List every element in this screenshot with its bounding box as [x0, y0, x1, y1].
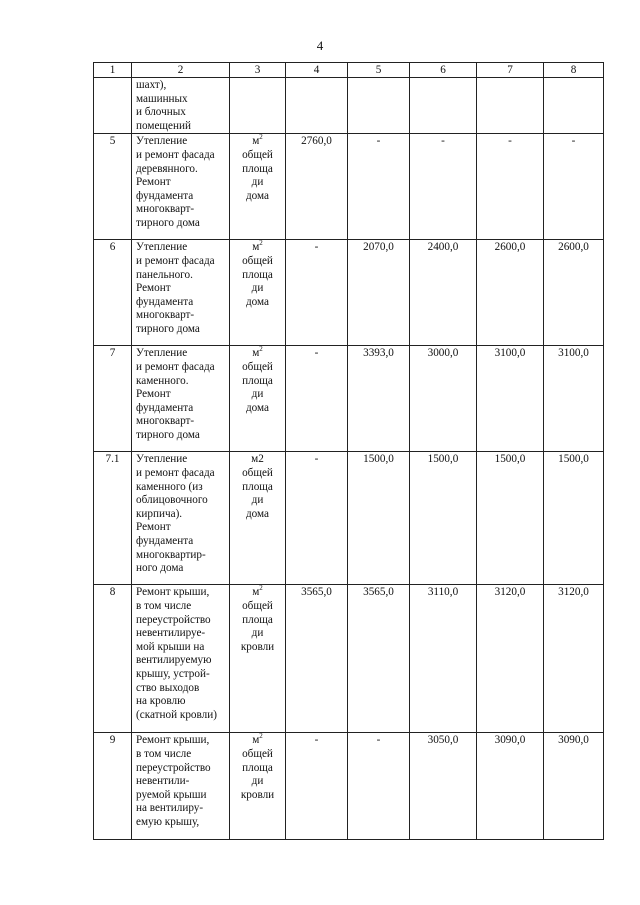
unit-base: м: [252, 347, 260, 360]
work-name-line: многокварт-: [136, 415, 195, 428]
unit-cell: [230, 585, 286, 733]
unit-line: ди: [251, 388, 264, 401]
value-cell-c6: 1500,0: [410, 452, 477, 585]
unit-line: площа: [242, 268, 273, 281]
header-cell: 7: [477, 63, 544, 78]
work-name-line: крышу, устрой-: [136, 667, 210, 680]
value-cell-c8: [544, 78, 604, 134]
table-row: [94, 346, 604, 452]
value-cell-c6: [410, 78, 477, 134]
unit-line: дома: [245, 189, 270, 202]
work-name-cell: [132, 134, 230, 240]
value-cell-c4: -: [286, 240, 348, 346]
value-cell-c7: 3100,0: [477, 346, 544, 452]
work-name-line: панельного.: [136, 268, 193, 281]
work-name-cell: [132, 240, 230, 346]
work-name-line: невентилируе-: [136, 627, 206, 640]
work-name-line: переустройство: [136, 613, 211, 626]
work-name-line: емую крышу,: [136, 815, 200, 828]
value-cell-c5: 3565,0: [348, 585, 410, 733]
value-cell-c6: 3000,0: [410, 346, 477, 452]
value-cell-c6: 2400,0: [410, 240, 477, 346]
value-cell-c7: 3090,0: [477, 733, 544, 840]
page-number: 4: [316, 38, 324, 53]
unit-exponent: 2: [259, 133, 263, 141]
table-row: [94, 240, 604, 346]
work-name-line: и ремонт фасада: [136, 360, 215, 373]
unit-line: дома: [245, 295, 270, 308]
work-name-cell: [132, 585, 230, 733]
header-cell: 4: [286, 63, 348, 78]
unit-cell: [230, 78, 286, 134]
unit-line: кровли: [240, 788, 275, 801]
unit-line: площа: [242, 162, 273, 175]
work-name-line: фундамента: [136, 295, 194, 308]
unit-line: ди: [251, 282, 264, 295]
unit-cell: [230, 240, 286, 346]
unit-line: общей: [242, 360, 273, 373]
row-number-cell: [94, 78, 132, 134]
work-name-line: многокварт-: [136, 309, 195, 322]
header-cell: 6: [410, 63, 477, 78]
unit-line: площа: [242, 374, 273, 387]
unit-symbol: [230, 241, 285, 255]
value-cell-c4: [286, 78, 348, 134]
work-name-line: тирного дома: [136, 428, 200, 441]
work-name-line: (скатной кровли): [136, 708, 217, 721]
unit-line: общей: [242, 747, 273, 760]
unit-line: общей: [242, 254, 273, 267]
work-name-line: ного дома: [136, 562, 184, 575]
value-cell-c5: 2070,0: [348, 240, 410, 346]
unit-line: кровли: [240, 640, 275, 653]
unit-line: общей: [242, 466, 273, 479]
row-number-cell: 7: [94, 346, 132, 452]
unit-base: м: [252, 586, 260, 599]
table-body: [94, 78, 604, 840]
header-cell: 5: [348, 63, 410, 78]
unit-symbol: [230, 135, 285, 149]
work-name-line: тирного дома: [136, 216, 200, 229]
value-cell-c4: -: [286, 346, 348, 452]
work-name-line: вентилируемую: [136, 654, 212, 667]
work-name-cell: [132, 452, 230, 585]
unit-symbol: [230, 734, 285, 748]
value-cell-c5: -: [348, 134, 410, 240]
table-header-row: [94, 63, 604, 78]
value-cell-c8: 3090,0: [544, 733, 604, 840]
value-cell-c7: [477, 78, 544, 134]
unit-base: м: [252, 135, 260, 148]
work-name-line: Утепление: [136, 135, 188, 148]
unit-symbol: [230, 453, 285, 467]
unit-line: площа: [242, 613, 273, 626]
value-cell-c8: -: [544, 134, 604, 240]
work-name-line: каменного.: [136, 374, 189, 387]
value-cell-c8: 2600,0: [544, 240, 604, 346]
unit-line: общей: [242, 599, 273, 612]
work-name-line: на кровлю: [136, 695, 186, 708]
value-cell-c7: 3120,0: [477, 585, 544, 733]
unit-base: м: [252, 734, 260, 747]
unit-exponent: 2: [259, 345, 263, 353]
row-number-cell: 5: [94, 134, 132, 240]
work-name-line: на вентилиру-: [136, 802, 204, 815]
unit-line: ди: [251, 494, 264, 507]
value-cell-c8: 3120,0: [544, 585, 604, 733]
unit-cell: [230, 134, 286, 240]
work-name-cell: [132, 346, 230, 452]
work-name-line: невентили-: [136, 775, 190, 788]
work-name-line: и ремонт фасада: [136, 466, 215, 479]
header-cell: 2: [132, 63, 230, 78]
unit-line: общей: [242, 148, 273, 161]
unit-line: дома: [245, 401, 270, 414]
work-name-line: переустройство: [136, 761, 211, 774]
value-cell-c4: -: [286, 452, 348, 585]
header-cell: 1: [94, 63, 132, 78]
work-name-line: каменного (из: [136, 480, 203, 493]
row-number-cell: 7.1: [94, 452, 132, 585]
value-cell-c8: 3100,0: [544, 346, 604, 452]
unit-line: площа: [242, 480, 273, 493]
unit-line: ди: [251, 775, 264, 788]
work-name-line: руемой крыши: [136, 788, 207, 801]
unit-line: дома: [245, 507, 270, 520]
data-table: [93, 62, 604, 840]
table-row: [94, 733, 604, 840]
table-row: [94, 585, 604, 733]
unit-line: площа: [242, 761, 273, 774]
work-name-line: Утепление: [136, 347, 188, 360]
value-cell-c4: -: [286, 733, 348, 840]
work-name-line: и блочных: [136, 106, 186, 119]
work-name-line: Ремонт: [136, 521, 171, 534]
work-name-line: Ремонт: [136, 176, 171, 189]
work-name-line: фундамента: [136, 401, 194, 414]
work-name-line: и ремонт фасада: [136, 254, 215, 267]
work-name-line: ство выходов: [136, 681, 200, 694]
work-name-line: многокварт-: [136, 203, 195, 216]
value-cell-c6: 3110,0: [410, 585, 477, 733]
work-name-line: Ремонт: [136, 282, 171, 295]
table-row: [94, 78, 604, 134]
work-name-cell: [132, 78, 230, 134]
work-name-line: машинных: [136, 92, 188, 105]
value-cell-c5: 1500,0: [348, 452, 410, 585]
unit-symbol: [230, 586, 285, 600]
work-name-line: помещений: [136, 119, 191, 132]
row-number-cell: 9: [94, 733, 132, 840]
work-name-line: в том числе: [136, 747, 192, 760]
table-row: [94, 452, 604, 585]
unit-exponent: 2: [259, 732, 263, 740]
work-name-line: Утепление: [136, 453, 188, 466]
unit-cell: [230, 346, 286, 452]
value-cell-c7: 2600,0: [477, 240, 544, 346]
unit-symbol: [230, 347, 285, 361]
work-name-line: кирпича).: [136, 507, 183, 520]
unit-exponent: 2: [259, 584, 263, 592]
work-name-line: Ремонт: [136, 388, 171, 401]
table-row: [94, 134, 604, 240]
work-name-line: тирного дома: [136, 322, 200, 335]
value-cell-c5: -: [348, 733, 410, 840]
value-cell-c6: 3050,0: [410, 733, 477, 840]
work-name-line: фундамента: [136, 534, 194, 547]
value-cell-c8: 1500,0: [544, 452, 604, 585]
row-number-cell: 6: [94, 240, 132, 346]
value-cell-c5: 3393,0: [348, 346, 410, 452]
work-name-cell: [132, 733, 230, 840]
work-name-line: фундамента: [136, 189, 194, 202]
value-cell-c4: 3565,0: [286, 585, 348, 733]
work-name-line: многоквартир-: [136, 548, 206, 561]
work-name-line: Утепление: [136, 241, 188, 254]
value-cell-c6: -: [410, 134, 477, 240]
work-name-line: деревянного.: [136, 162, 198, 175]
header-cell: 8: [544, 63, 604, 78]
unit-line: ди: [251, 176, 264, 189]
unit-exponent: 2: [259, 239, 263, 247]
row-number-cell: 8: [94, 585, 132, 733]
work-name-line: Ремонт крыши,: [136, 734, 210, 747]
unit-base: м2: [251, 453, 264, 466]
unit-cell: [230, 733, 286, 840]
unit-cell: [230, 452, 286, 585]
work-name-line: и ремонт фасада: [136, 148, 215, 161]
value-cell-c5: [348, 78, 410, 134]
unit-line: ди: [251, 627, 264, 640]
work-name-line: облицовочного: [136, 494, 208, 507]
value-cell-c7: 1500,0: [477, 452, 544, 585]
unit-base: м: [252, 241, 260, 254]
work-name-line: Ремонт крыши,: [136, 586, 210, 599]
value-cell-c7: -: [477, 134, 544, 240]
value-cell-c4: 2760,0: [286, 134, 348, 240]
header-cell: 3: [230, 63, 286, 78]
work-name-line: шахт),: [136, 79, 167, 91]
work-name-line: мой крыши на: [136, 640, 205, 653]
work-name-line: в том числе: [136, 599, 192, 612]
